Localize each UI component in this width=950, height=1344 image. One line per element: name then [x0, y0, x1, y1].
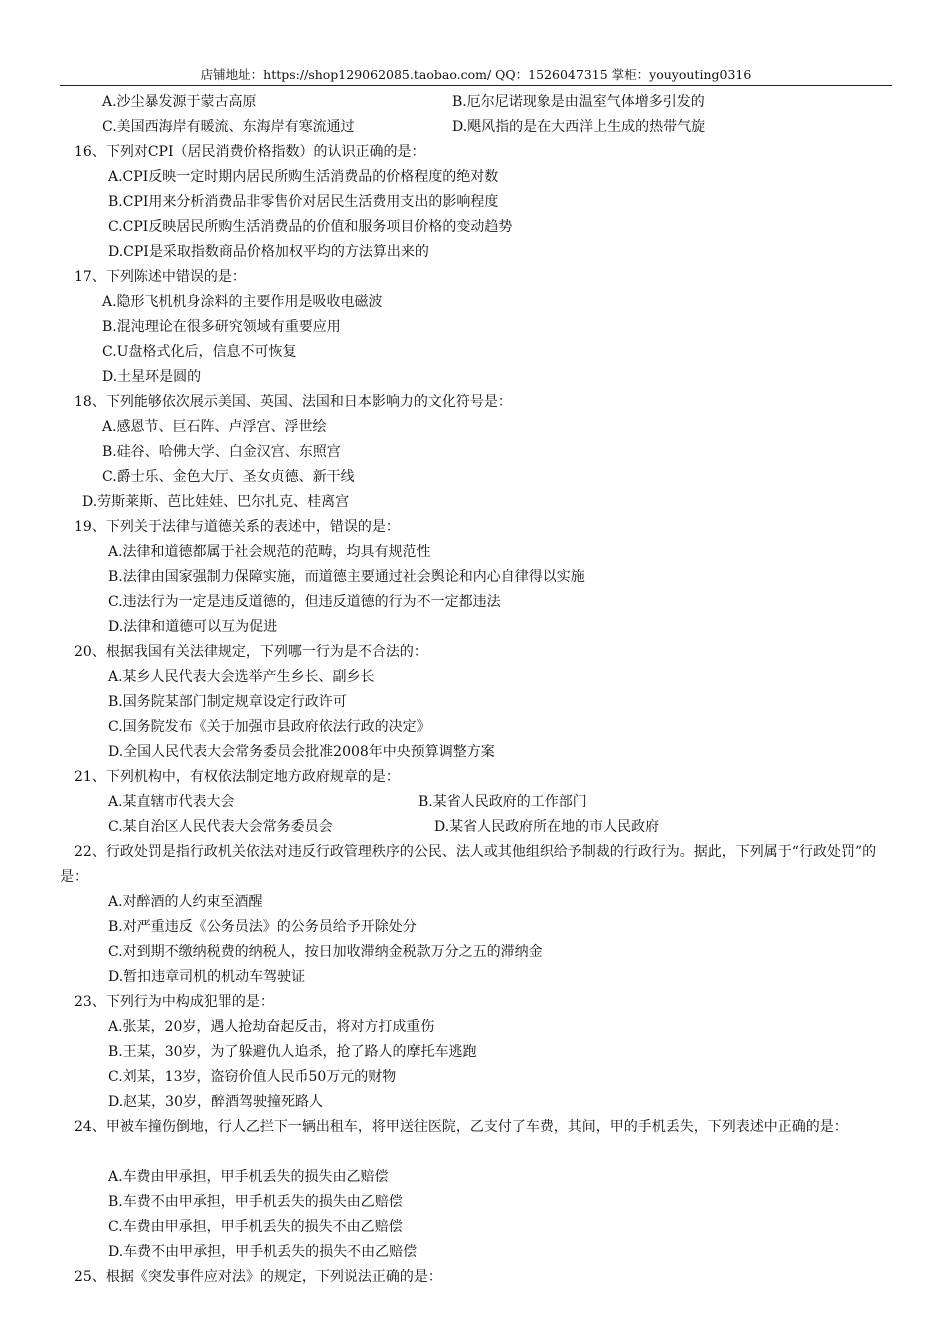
question-22-option-b: B.对严重违反《公务员法》的公务员给予开除处分 — [108, 919, 417, 935]
question-17-option-a: A.隐形飞机机身涂料的主要作用是吸收电磁波 — [102, 294, 383, 310]
question-19-option-a: A.法律和道德都属于社会规范的范畴，均具有规范性 — [108, 544, 431, 560]
question-21-option-c: C.某自治区人民代表大会常务委员会 — [108, 819, 333, 835]
question-21-option-a: A.某直辖市代表大会 — [108, 794, 235, 810]
q15-option-d: D.飓风指的是在大西洋上生成的热带气旋 — [452, 119, 706, 135]
question-22-option-d: D.暂扣违章司机的机动车驾驶证 — [108, 969, 306, 985]
question-19-option-b: B.法律由国家强制力保障实施，而道德主要通过社会舆论和内心自律得以实施 — [108, 569, 585, 585]
question-16-option-b: B.CPI用来分析消费品非零售价对居民生活费用支出的影响程度 — [108, 194, 499, 210]
question-17-option-c: C.U盘格式化后，信息不可恢复 — [102, 344, 297, 360]
question-17-stem: 17、下列陈述中错误的是： — [74, 269, 246, 285]
question-18-option-a: A.感恩节、巨石阵、卢浮宫、浮世绘 — [102, 419, 327, 435]
question-16-stem: 16、下列对CPI（居民消费价格指数）的认识正确的是： — [74, 144, 426, 160]
question-16-option-d: D.CPI是采取指数商品价格加权平均的方法算出来的 — [108, 244, 429, 260]
question-20-option-d: D.全国人民代表大会常务委员会批准2008年中央预算调整方案 — [108, 744, 495, 760]
question-24-option-d: D.车费不由甲承担，甲手机丢失的损失不由乙赔偿 — [108, 1244, 418, 1260]
question-20-stem: 20、根据我国有关法律规定，下列哪一行为是不合法的： — [74, 644, 428, 660]
question-20-option-b: B.国务院某部门制定规章设定行政许可 — [108, 694, 347, 710]
q15-option-c: C.美国西海岸有暖流、东海岸有寒流通过 — [102, 119, 355, 135]
question-20-option-a: A.某乡人民代表大会选举产生乡长、副乡长 — [108, 669, 375, 685]
q15-options-row2 — [60, 115, 892, 140]
question-23-option-b: B.王某，30岁，为了躲避仇人追杀，抢了路人的摩托车逃跑 — [108, 1044, 477, 1060]
question-23-option-a: A.张某，20岁，遇人抢劫奋起反击，将对方打成重伤 — [108, 1019, 435, 1035]
question-22-option-c: C.对到期不缴纳税费的纳税人，按日加收滞纳金税款万分之五的滞纳金 — [108, 944, 543, 960]
question-24-stem: 24、甲被车撞伤倒地，行人乙拦下一辆出租车，将甲送往医院，乙支付了车费，其间，甲的手机丢失，下列表述中正确的是： — [74, 1119, 848, 1135]
question-22-stem: 22、行政处罚是指行政机关依法对违反行政管理秩序的公民、法人或其他组织给予制裁的行政行为。据此，下列属于“行政处罚”的是： — [60, 844, 877, 885]
question-21-option-b: B.某省人民政府的工作部门 — [418, 794, 587, 810]
q15-option-a: A.沙尘暴发源于蒙古高原 — [102, 94, 257, 110]
question-20-option-c: C.国务院发布《关于加强市县政府依法行政的决定》 — [108, 719, 431, 735]
q15-option-b: B.厄尔尼诺现象是由温室气体增多引发的 — [452, 94, 705, 110]
question-24-option-c: C.车费由甲承担，甲手机丢失的损失不由乙赔偿 — [108, 1219, 403, 1235]
question-21-option-d: D.某省人民政府所在地的市人民政府 — [434, 819, 660, 835]
question-24-option-b: B.车费不由甲承担，甲手机丢失的损失由乙赔偿 — [108, 1194, 403, 1210]
question-25-stem: 25、根据《突发事件应对法》的规定，下列说法正确的是： — [74, 1269, 442, 1285]
question-21-stem: 21、下列机构中，有权依法制定地方政府规章的是： — [74, 769, 400, 785]
question-18-option-b: B.硅谷、哈佛大学、白金汉宫、东照宫 — [102, 444, 341, 460]
question-22-option-a: A.对醉酒的人约束至酒醒 — [108, 894, 263, 910]
question-23-stem: 23、下列行为中构成犯罪的是： — [74, 994, 274, 1010]
question-24-option-a: A.车费由甲承担，甲手机丢失的损失由乙赔偿 — [108, 1169, 389, 1185]
question-18-stem: 18、下列能够依次展示美国、英国、法国和日本影响力的文化符号是： — [74, 394, 512, 410]
question-23-option-d: D.赵某，30岁，醉酒驾驶撞死路人 — [108, 1094, 323, 1110]
question-21-options-row1 — [60, 790, 892, 815]
page-header: 店铺地址：https://shop129062085.taobao.com/ QQ：1526047315 掌柜：youyouting0316 — [200, 67, 752, 82]
question-19-option-c: C.违法行为一定是违反道德的，但违反道德的行为不一定都违法 — [108, 594, 501, 610]
question-16-option-c: C.CPI反映居民所购生活消费品的价值和服务项目价格的变动趋势 — [108, 219, 513, 235]
question-18-option-c: C.爵士乐、金色大厅、圣女贞德、新干线 — [102, 469, 355, 485]
question-18-option-d: D.劳斯莱斯、芭比娃娃、巴尔扎克、桂离宫 — [82, 494, 350, 510]
q15-options-row1 — [60, 90, 892, 115]
question-16-option-a: A.CPI反映一定时期内居民所购生活消费品的价格程度的绝对数 — [108, 169, 499, 185]
question-17-option-d: D.土星环是圆的 — [102, 369, 202, 385]
question-19-stem: 19、下列关于法律与道德关系的表述中，错误的是： — [74, 519, 400, 535]
question-23-option-c: C.刘某，13岁，盗窃价值人民币50万元的财物 — [108, 1069, 397, 1085]
header-divider — [60, 85, 892, 86]
question-19-option-d: D.法律和道德可以互为促进 — [108, 619, 278, 635]
question-17-option-b: B.混沌理论在很多研究领域有重要应用 — [102, 319, 341, 335]
question-21-options-row2 — [60, 815, 892, 840]
exam-content — [60, 90, 892, 1290]
